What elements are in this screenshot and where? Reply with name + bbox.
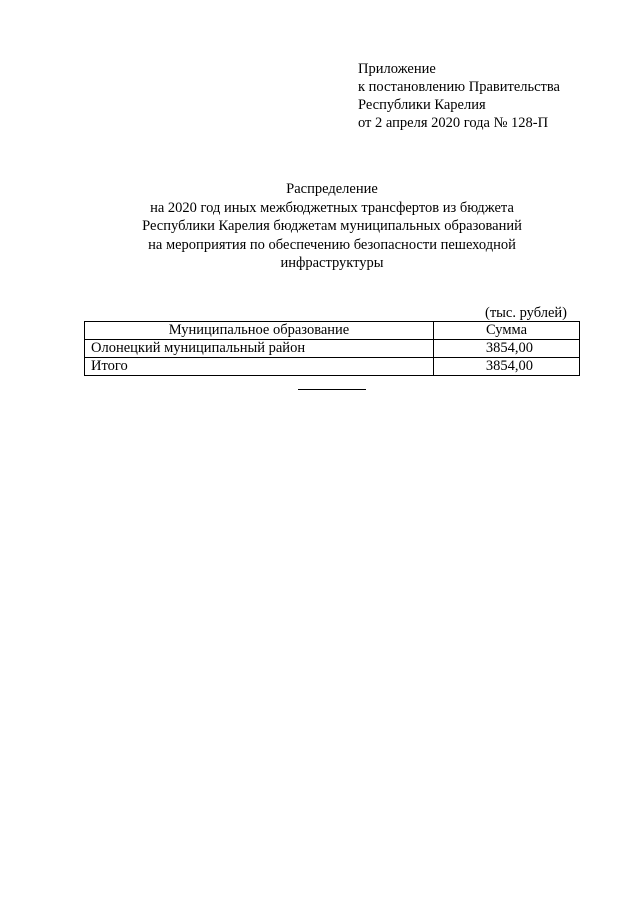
title-line: на 2020 год иных межбюджетных трансфертов из бюджета xyxy=(150,199,514,216)
appendix-line: Республики Карелия xyxy=(358,97,486,113)
distribution-table xyxy=(84,321,580,376)
table-row-total xyxy=(85,358,580,376)
appendix-line: к постановлению Правительства xyxy=(358,79,560,95)
appendix-block xyxy=(358,60,560,132)
title-line: Распределение xyxy=(286,181,378,197)
sum-cell: 3854,00 xyxy=(434,340,580,358)
header-sum: Сумма xyxy=(434,322,580,340)
header-municipality: Муниципальное образование xyxy=(85,322,434,340)
total-label-cell: Итого xyxy=(85,358,434,376)
total-sum-cell: 3854,00 xyxy=(434,358,580,376)
appendix-line: Приложение xyxy=(358,61,436,77)
end-separator xyxy=(298,389,366,390)
table-row xyxy=(85,340,580,358)
unit-note: (тыс. рублей) xyxy=(485,305,567,321)
municipality-cell: Олонецкий муниципальный район xyxy=(85,340,434,358)
title-line: на мероприятия по обеспечению безопасности пешеходной xyxy=(148,236,516,253)
document-title xyxy=(84,180,580,273)
appendix-line: от 2 апреля 2020 года № 128-П xyxy=(358,115,549,131)
table-header-row xyxy=(85,322,580,340)
title-line: инфраструктуры xyxy=(280,255,384,271)
title-line: Республики Карелия бюджетам муниципальных образований xyxy=(142,218,522,234)
